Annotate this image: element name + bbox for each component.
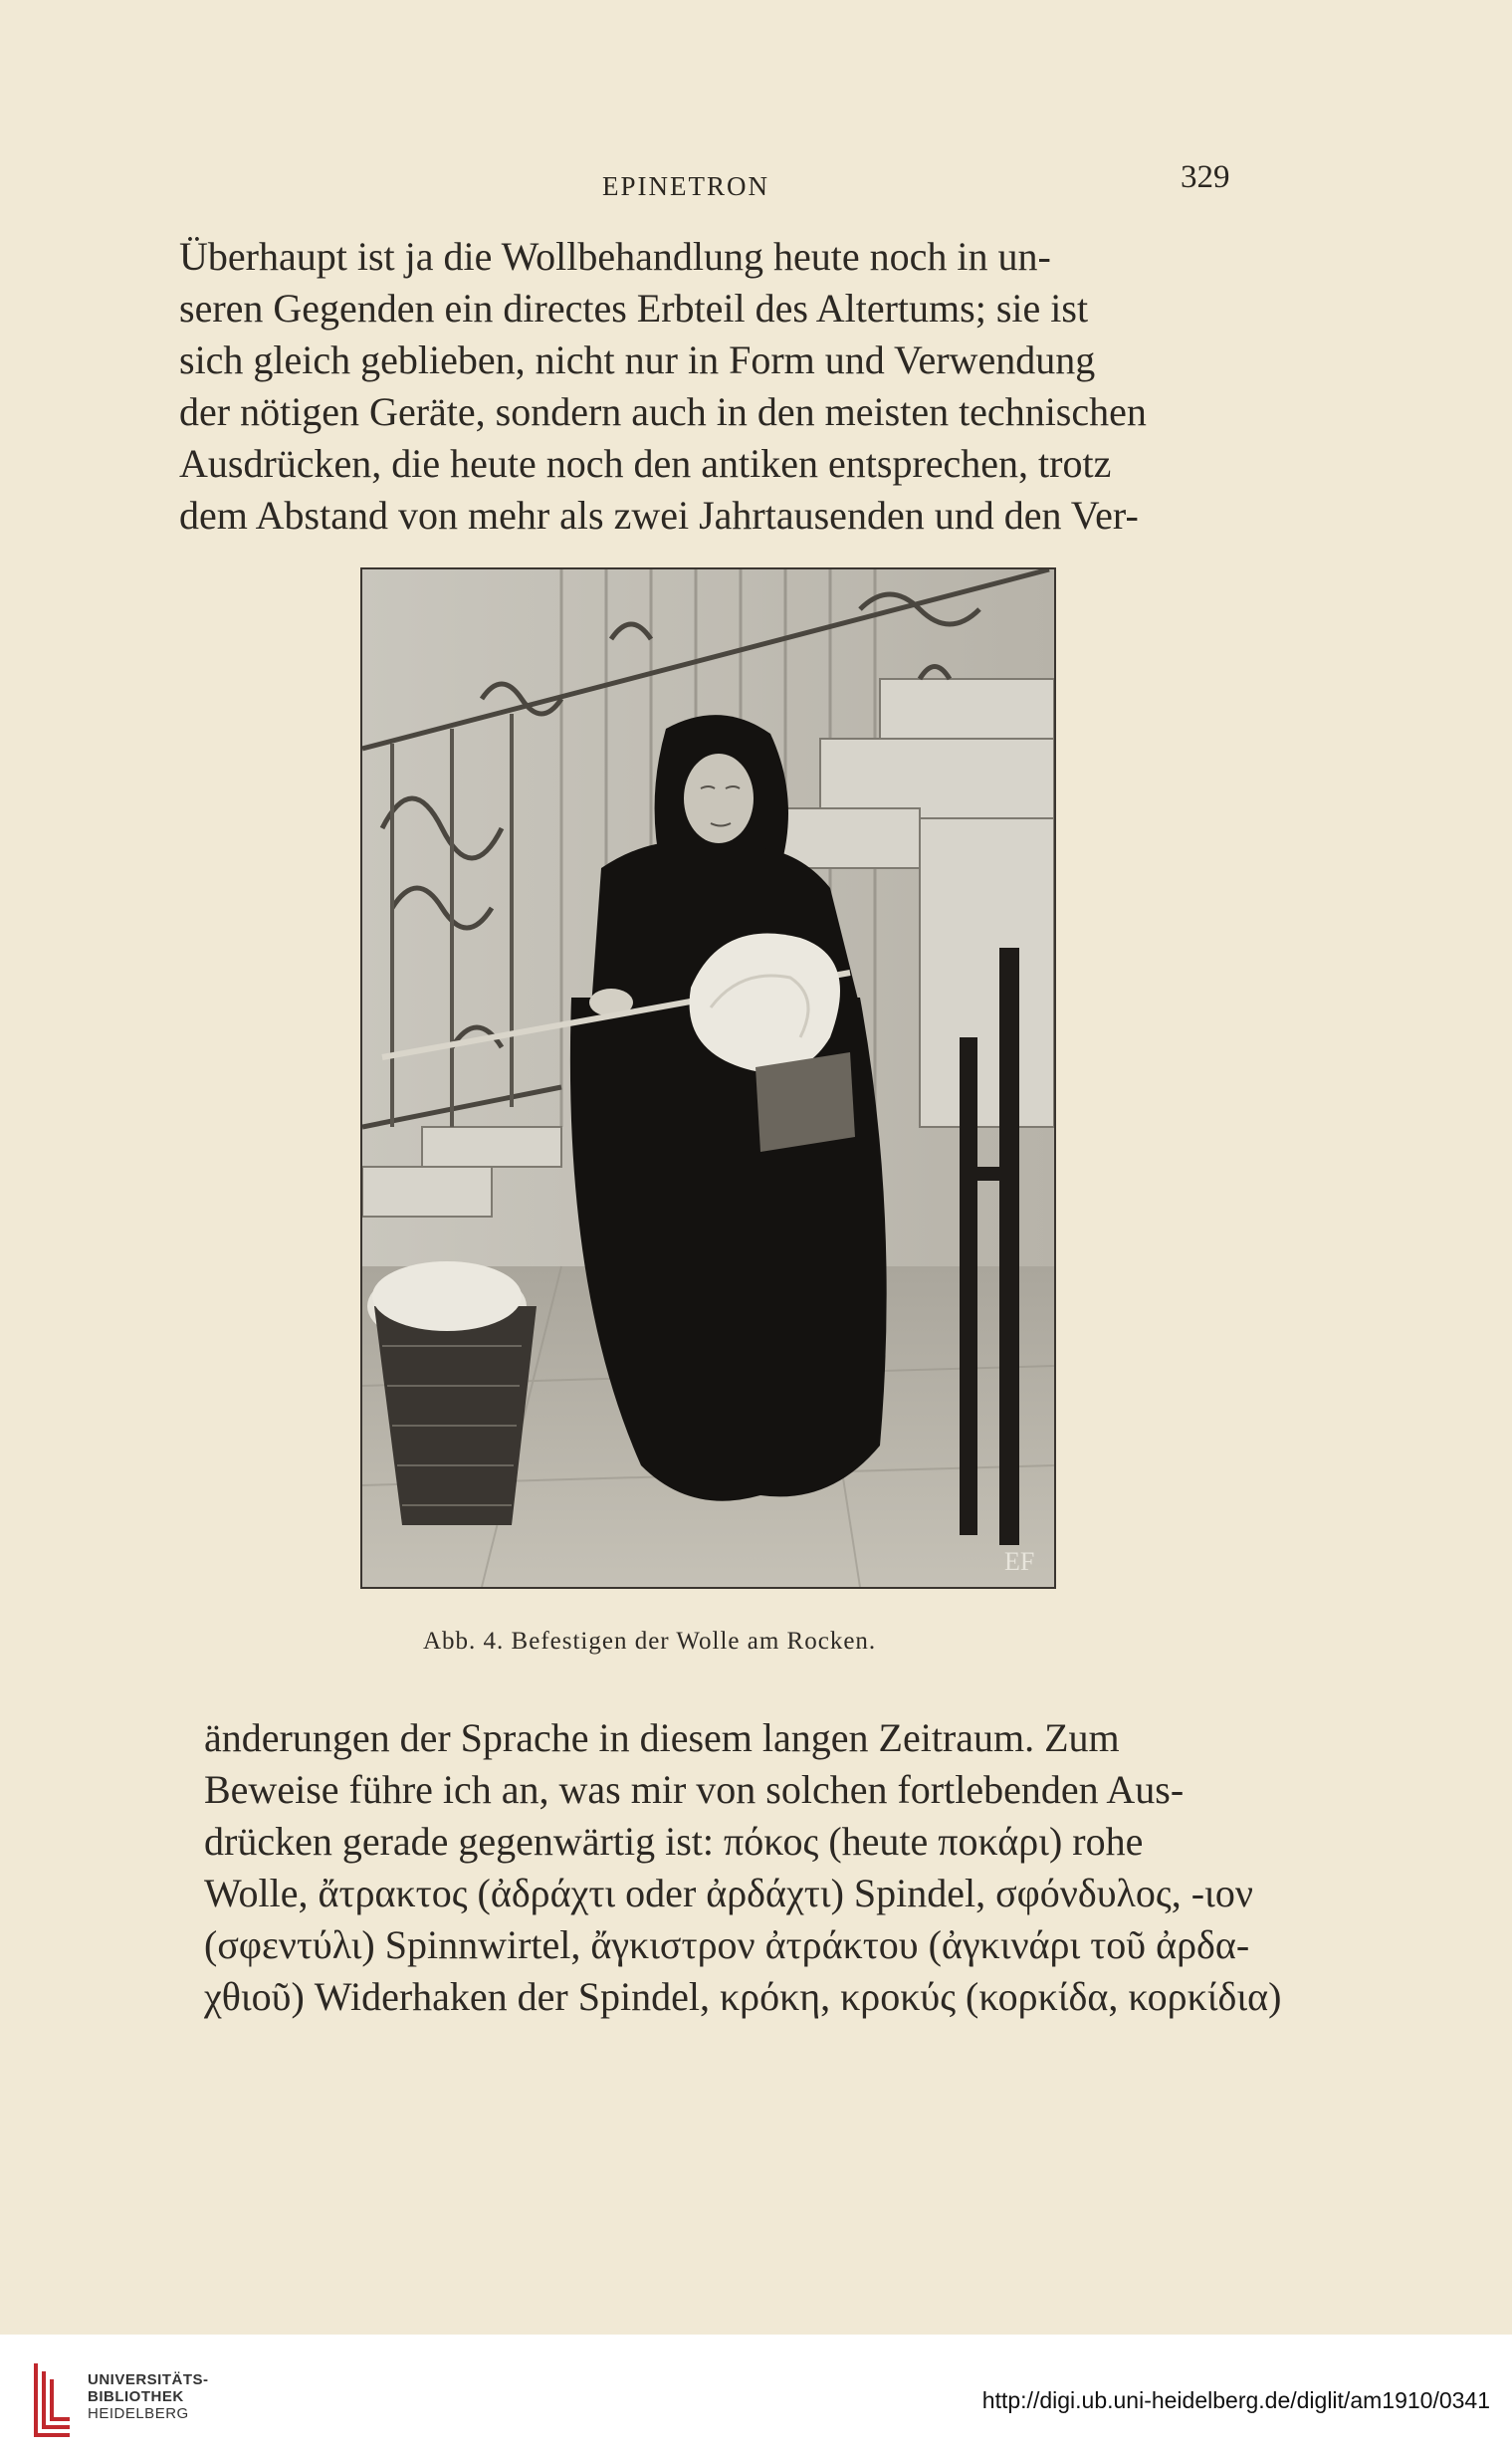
text-line: seren Gegenden ein directes Erbteil des Altertums; sie ist — [179, 286, 1089, 331]
text-line: der nötigen Geräte, sondern auch in den meisten technischen — [179, 389, 1147, 434]
institution-line: UNIVERSITÄTS- — [88, 2371, 209, 2388]
institution-name — [88, 2371, 209, 2422]
running-title: EPINETRON — [602, 171, 769, 201]
text-line: Wolle, ἄτρακτος (ἀδράχτι oder ἀρδάχτι) Spindel, σφόνδυλος, -ιον — [204, 1871, 1253, 1915]
library-logo-icon — [30, 2359, 76, 2441]
text-line: χθιοῦ) Widerhaken der Spindel, κρόκη, κροκύς (κορκίδα, κορκίδια) — [204, 1974, 1282, 2019]
photo-monogram: EF — [1004, 1547, 1035, 1576]
photograph-illustration — [362, 569, 1054, 1587]
text-line: drücken gerade gegenwärtig ist: πόκος (heute ποκάρι) rohe — [204, 1819, 1144, 1864]
text-line: Beweise führe ich an, was mir von solchen fortlebenden Aus- — [204, 1767, 1185, 1812]
text-line: änderungen der Sprache in diesem langen Zeitraum. Zum — [204, 1715, 1120, 1760]
text-line: (σφεντύλι) Spinnwirtel, ἄγκιστρον ἀτράκτου (ἀγκινάρι τοῦ ἀρδα- — [204, 1922, 1250, 1967]
paragraph-2 — [204, 1712, 1289, 2023]
text-line: dem Abstand von mehr als zwei Jahrtausenden und den Ver- — [179, 493, 1139, 538]
photograph-woman-spinning — [360, 567, 1056, 1589]
text-line: sich gleich geblieben, nicht nur in Form und Verwendung — [179, 337, 1096, 382]
institution-line: BIBLIOTHEK — [88, 2388, 184, 2405]
figure-caption: Abb. 4. Befestigen der Wolle am Rocken. — [423, 1628, 877, 1655]
source-url-link[interactable]: http://digi.ub.uni-heidelberg.de/diglit/am1910/0341 — [981, 2387, 1490, 2413]
text-line: Ausdrücken, die heute noch den antiken entsprechen, trotz — [179, 441, 1112, 486]
institution-line: HEIDELBERG — [88, 2405, 189, 2422]
paragraph-1 — [179, 231, 1254, 542]
text-line: Überhaupt ist ja die Wollbehandlung heute noch in un- — [179, 234, 1051, 279]
page-number: 329 — [1181, 159, 1230, 195]
